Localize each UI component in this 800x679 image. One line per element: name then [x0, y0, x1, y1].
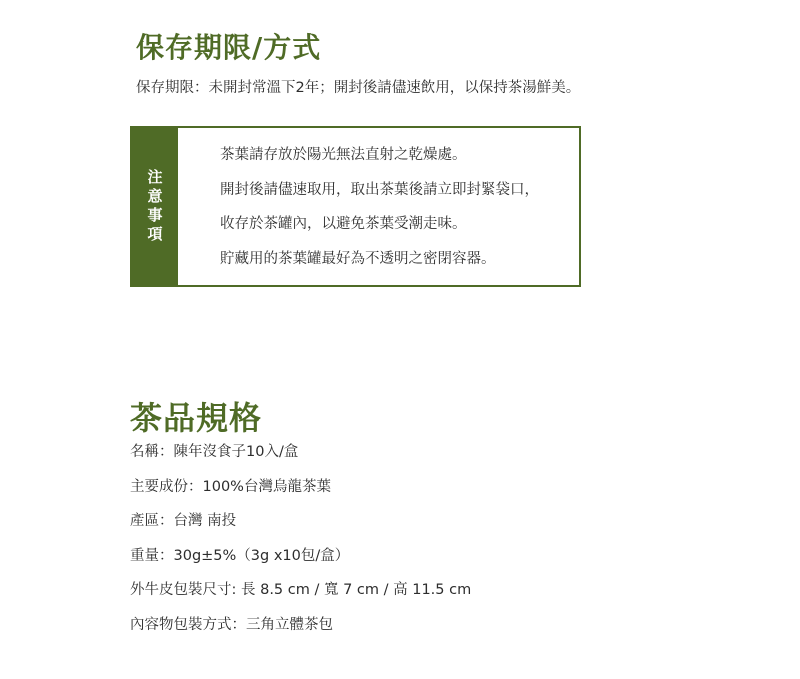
storage-section-title: 保存期限/方式: [136, 31, 322, 64]
notice-box: [130, 126, 581, 287]
spec-item-name: 名稱：陳年沒食子10入/盒: [130, 444, 299, 460]
spec-item-ingredients: 主要成份：100%台灣烏龍茶葉: [130, 478, 331, 495]
notice-label-bar: [132, 128, 178, 285]
notice-item: 收存於茶罐內，以避免茶葉受潮走味。: [220, 216, 467, 232]
notice-label: 注意事項: [145, 168, 164, 245]
shelf-life-text: 保存期限：未開封常溫下2年；開封後請儘速飲用，以保持茶湯鮮美。: [136, 80, 581, 96]
notice-item: 貯藏用的茶葉罐最好為不透明之密閉容器。: [220, 250, 496, 267]
notice-list: [178, 128, 539, 285]
spec-item-package-size: 外牛皮包裝尺寸: 長 8.5 cm / 寬 7 cm / 高 11.5 cm: [130, 582, 472, 599]
spec-section-title: 茶品規格: [130, 399, 263, 437]
notice-item: 開封後請儘速取用，取出茶葉後請立即封緊袋口，: [220, 181, 539, 198]
spec-list: [130, 442, 471, 650]
spec-item-weight: 重量：30g±5%（3g x10包/盒）: [130, 547, 350, 564]
notice-item: 茶葉請存放於陽光無法直射之乾燥處。: [220, 147, 467, 163]
spec-item-inner-packaging: 內容物包裝方式：三角立體茶包: [130, 616, 333, 633]
spec-item-origin: 產區：台灣 南投: [130, 513, 237, 530]
